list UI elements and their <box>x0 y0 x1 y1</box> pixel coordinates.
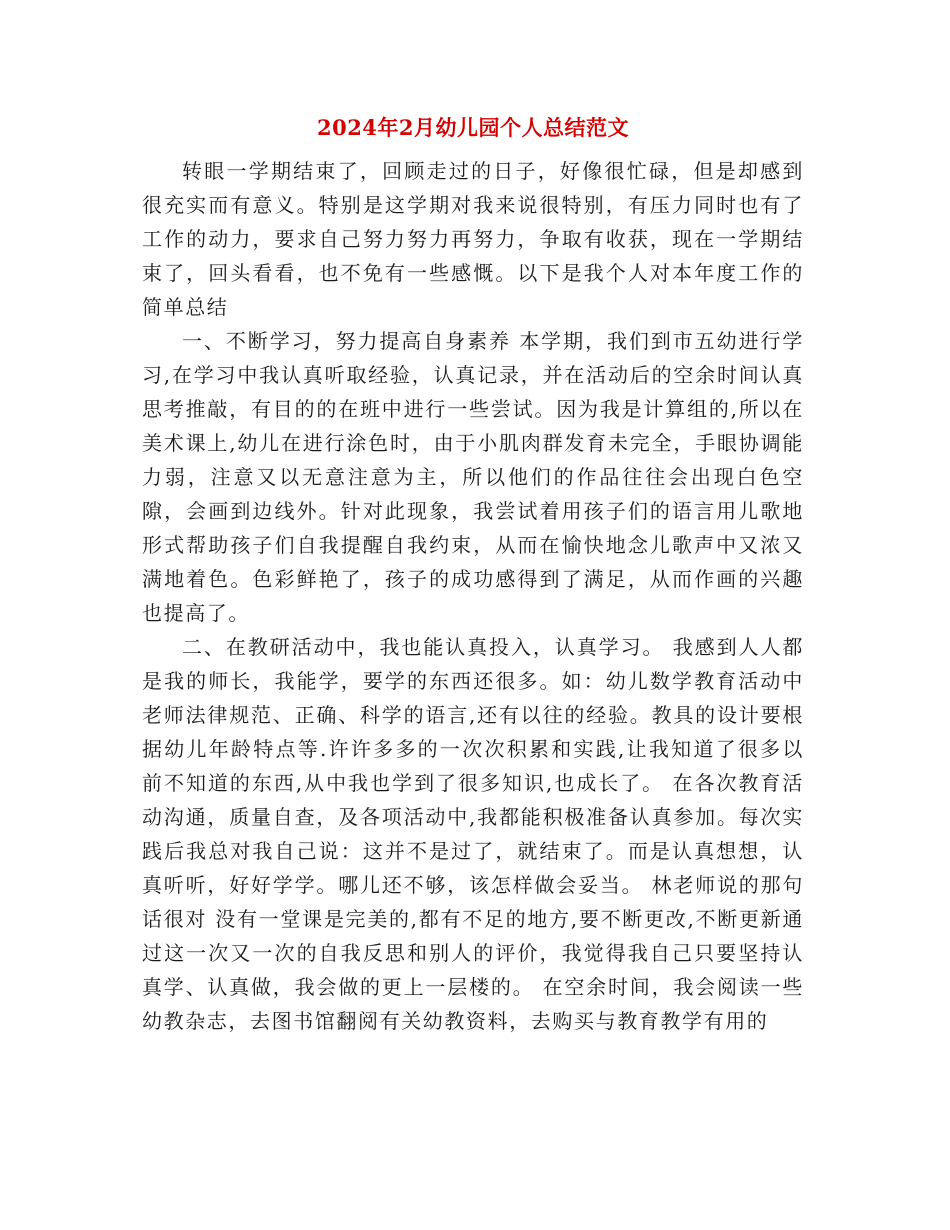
document-page <box>142 112 804 1038</box>
paragraph-section-2: 二、在教研活动中，我也能认真投入，认真学习。 我感到人人都是我的师长，我能学，要学的东西还很多。如：幼儿数学教育活动中老师法律规范、正确、科学的语言,还有以往的经验。教具的设计要根据幼儿年龄特点等.许许多多的一次次积累和实践,让我知道了很多以前不知道的东西,从中我也学到了很多知识,也成长了。 在各次教育活动沟通，质量自查，及各项活动中,我都能积极准备认真参加。每次实践后我总对我自己说：这并不是过了，就结束了。而是认真想想，认真听听，好好学学。哪儿还不够，该怎样做会妥当。 林老师说的那句话很对 没有一堂课是完美的,都有不足的地方,要不断更改,不断更新通过这一次又一次的自我反思和别人的评价，我觉得我自己只要坚持认真学、认真做，我会做的更上一层楼的。 在空余时间，我会阅读一些幼教杂志，去图书馆翻阅有关幼教资料，去购买与教育教学有用的 <box>142 635 804 1033</box>
document-title: 2024年2月幼儿园个人总结范文 <box>316 115 630 140</box>
paragraph-section-1: 一、不断学习，努力提高自身素养 本学期，我们到市五幼进行学习,在学习中我认真听取经验，认真记录，并在活动后的空余时间认真思考推敲，有目的的在班中进行一些尝试。因为我是计算组的,所以在美术课上,幼儿在进行涂色时，由于小肌肉群发育未完全，手眼协调能力弱，注意又以无意注意为主，所以他们的作品往往会出现白色空隙，会画到边线外。针对此现象，我尝试着用孩子们的语言用儿歌地形式帮助孩子们自我提醒自我约束，从而在愉快地念儿歌声中又浓又满地着色。色彩鲜艳了，孩子的成功感得到了满足，从而作画的兴趣也提高了。 <box>142 329 804 625</box>
paragraph-intro: 转眼一学期结束了，回顾走过的日子，好像很忙碌，但是却感到很充实而有意义。特别是这学期对我来说很特别，有压力同时也有了工作的动力，要求自己努力努力再努力，争取有收获，现在一学期结束了，回头看看，也不免有一些感慨。以下是我个人对本年度工作的简单总结 <box>142 159 804 319</box>
